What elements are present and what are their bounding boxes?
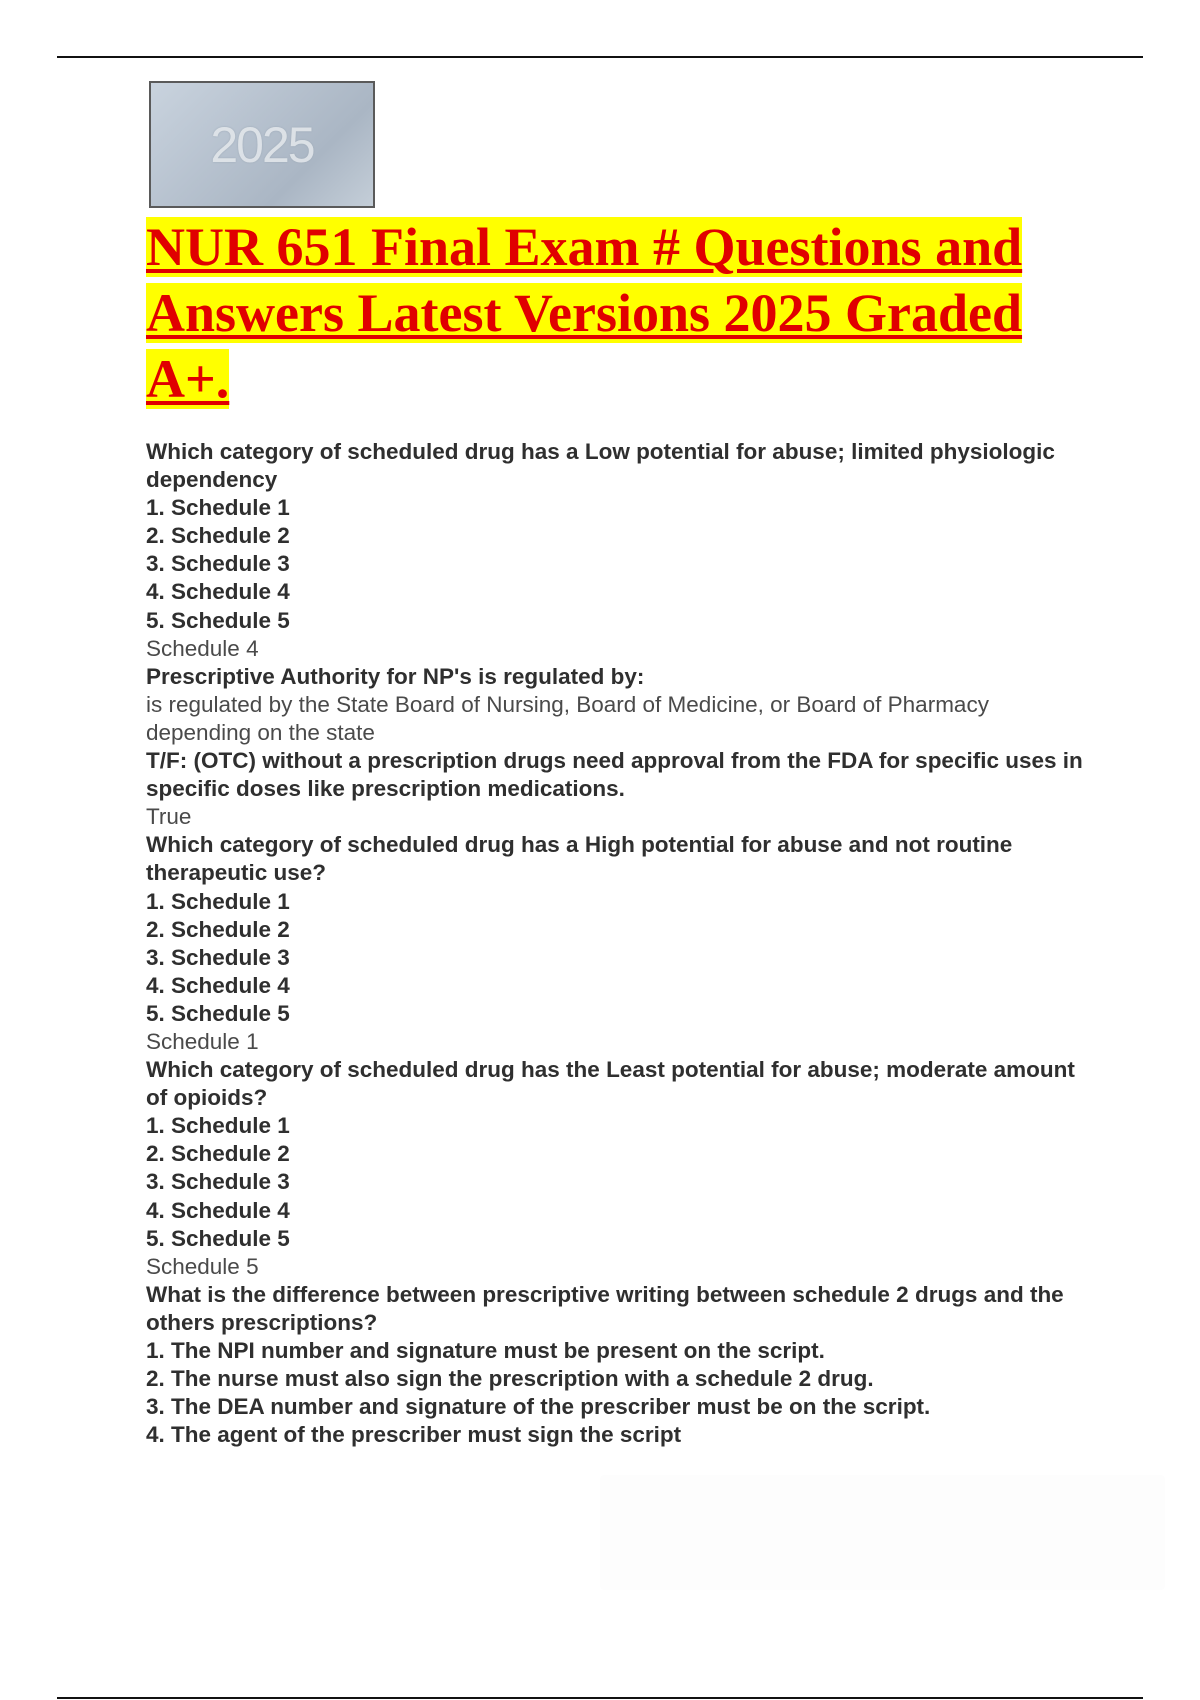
- answer-option: 4. The agent of the prescriber must sign the script: [146, 1422, 682, 1448]
- document-title: [146, 214, 1086, 412]
- question-text: T/F: (OTC) without a prescription drugs need approval from the FDA for specific uses in specific doses like prescription medications.: [146, 748, 1083, 802]
- qa-item: [146, 1281, 1091, 1450]
- answer-option: 1. Schedule 1: [146, 1113, 290, 1139]
- answer-option: 2. Schedule 2: [146, 523, 290, 549]
- top-rule: [57, 56, 1143, 58]
- qa-item: [146, 1056, 1091, 1281]
- answer-text: Schedule 1: [146, 1028, 259, 1054]
- answer-option: 3. Schedule 3: [146, 551, 290, 577]
- answer-text: True: [146, 804, 192, 830]
- question-text: Which category of scheduled drug has a Low potential for abuse; limited physiologic dependency: [146, 439, 1055, 493]
- answer-option: 1. Schedule 1: [146, 495, 290, 521]
- answer-text: Schedule 4: [146, 635, 259, 661]
- answer-option: 4. Schedule 4: [146, 972, 290, 998]
- answer-option: 4. Schedule 4: [146, 579, 290, 605]
- blank-area: [600, 1475, 1165, 1590]
- answer-option: 2. Schedule 2: [146, 916, 290, 942]
- answer-text: is regulated by the State Board of Nursing, Board of Medicine, or Board of Pharmacy depending on the state: [146, 691, 989, 745]
- qa-content: [146, 438, 1091, 1449]
- answer-text: Schedule 5: [146, 1253, 259, 1279]
- answer-option: 1. Schedule 1: [146, 888, 290, 914]
- answer-option: 3. The DEA number and signature of the prescriber must be on the script.: [146, 1394, 931, 1420]
- title-block: [146, 214, 1086, 412]
- qa-item: [146, 438, 1091, 663]
- answer-option: 2. The nurse must also sign the prescription with a schedule 2 drug.: [146, 1366, 874, 1392]
- answer-option: 4. Schedule 4: [146, 1197, 290, 1223]
- question-text: Which category of scheduled drug has the Least potential for abuse; moderate amount of opioids?: [146, 1057, 1075, 1111]
- logo-image: [149, 81, 375, 208]
- answer-option: 5. Schedule 5: [146, 607, 290, 633]
- bottom-rule: [57, 1697, 1143, 1699]
- question-text: Which category of scheduled drug has a High potential for abuse and not routine therapeutic use?: [146, 832, 1013, 886]
- answer-option: 3. Schedule 3: [146, 1169, 290, 1195]
- question-text: What is the difference between prescriptive writing between schedule 2 drugs and the others prescriptions?: [146, 1281, 1064, 1335]
- answer-option: 5. Schedule 5: [146, 1225, 290, 1251]
- answer-option: 2. Schedule 2: [146, 1141, 290, 1167]
- answer-option: 1. The NPI number and signature must be present on the script.: [146, 1338, 825, 1363]
- document-title-text: NUR 651 Final Exam # Questions and Answers Latest Versions 2025 Graded A+.: [146, 217, 1023, 409]
- logo-text: 2025: [210, 116, 314, 173]
- qa-item: [146, 747, 1091, 831]
- question-text: Prescriptive Authority for NP's is regulated by:: [146, 663, 645, 689]
- answer-option: 3. Schedule 3: [146, 944, 290, 970]
- qa-item: [146, 663, 1091, 747]
- answer-option: 5. Schedule 5: [146, 1000, 290, 1026]
- qa-item: [146, 831, 1091, 1056]
